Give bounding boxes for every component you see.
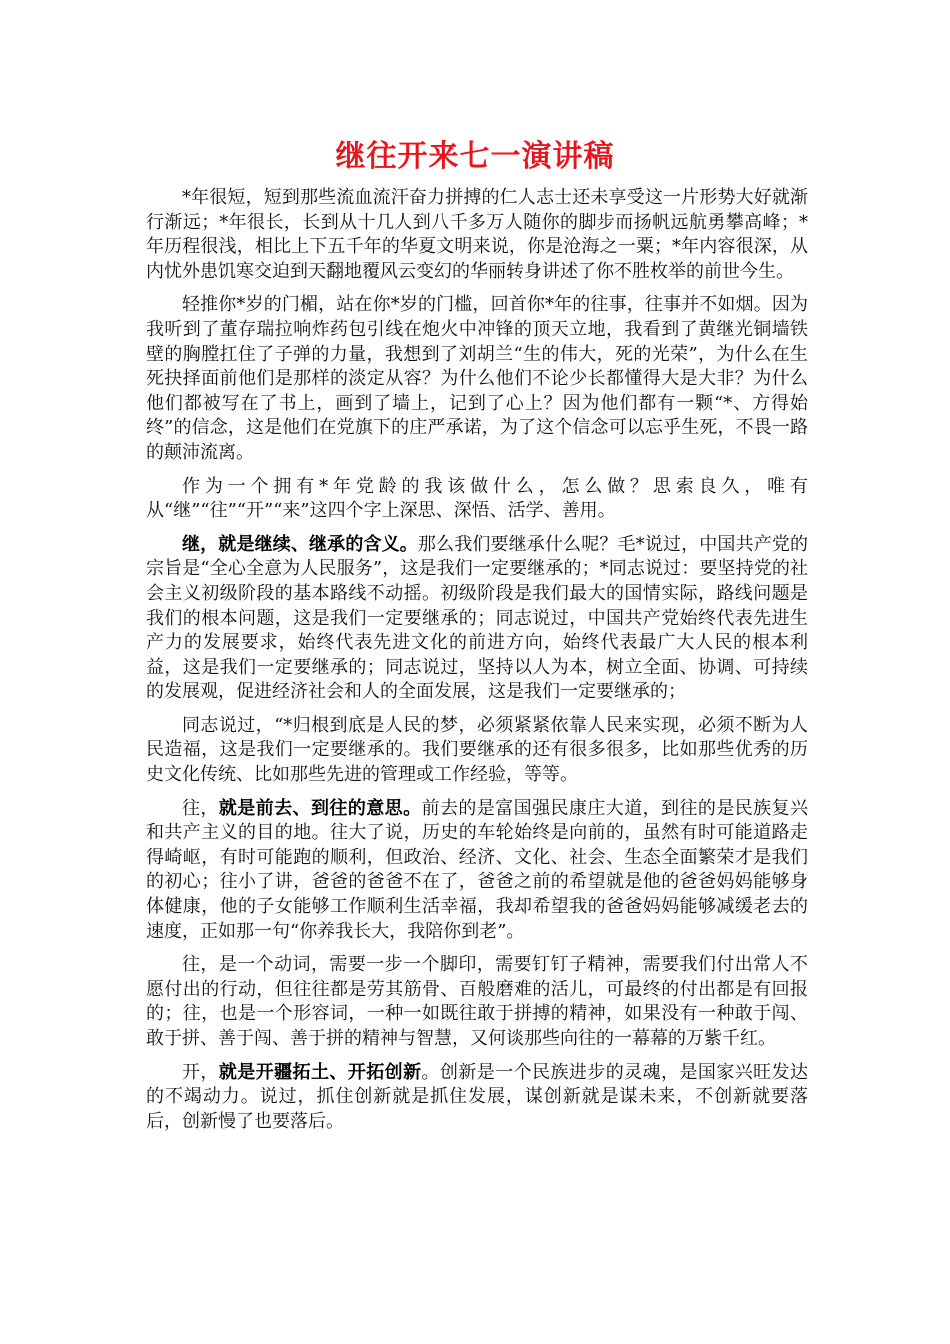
document-title: 继往开来七一演讲稿 [335,139,615,174]
paragraph-2 [146,293,808,465]
paragraph-5 [146,714,808,788]
paragraph-lead-bold: 就是前去、到往的意思。 [218,797,422,819]
document-body [146,186,808,1143]
paragraph-text: 前去的是富国强民康庄大道，到往的是民族复兴和共产主义的目的地。往大了说，历史的车轮始终是向前的，虽然有时可能道路走得崎岖，有时可能跑的顺利，但政治、经济、文化、社会、生态全面繁荣才是我们的初心；往小了讲，爸爸的爸爸不在了，爸爸之前的希望就是他的爸爸妈妈能够身体健康，他的子女能够工作顺利生活幸福，我却希望我的爸爸妈妈能够减缓老去的速度，正如那一句“你养我长大，我陪你到老”。 [146,797,809,942]
paragraph-text: 同志说过，“*归根到底是人民的梦，必须紧紧依靠人民来实现，必须不断为人民造福，这是我们一定要继承的。我们要继承的还有很多很多，比如那些优秀的历史文化传统、比如那些先进的管理或工作经验，等等。 [146,714,808,786]
paragraph-8 [146,1061,808,1135]
paragraph-text: *年很短，短到那些流血流汗奋力拼搏的仁人志士还未享受这一片形势大好就渐行渐远；*年很长，长到从十几人到八千多万人随你的脚步而扬帆远航勇攀高峰；*年历程很浅，相比上下五千年的华夏文明来说，你是沧海之一粟；*年内容很深，从内忧外患饥寒交迫到天翻地覆风云变幻的华丽转身讲述了你不胜枚举的前世今生。 [146,187,808,282]
paragraph-prefix: 往， [182,797,219,819]
paragraph-6 [146,797,808,945]
paragraph-4 [146,533,808,705]
paragraph-text: 作为一个拥有*年党龄的我该做什么，怎么做？思索良久，唯有从“继”“往”“开”“来”这四个字上深思、深悟、活学、善用。 [146,475,808,522]
paragraph-text: 往，是一个动词，需要一步一个脚印，需要钉钉子精神，需要我们付出常人不愿付出的行动，但往往都是劳其筋骨、百般磨难的活儿，可最终的付出都是有回报的；往，也是一个形容词，一种一如既往敢于拼搏的精神，如果没有一种敢于闯、敢于拼、善于闯、善于拼的精神与智慧，又何谈那些向往的一幕幕的万紫千红。 [146,954,808,1049]
paragraph-7 [146,953,808,1051]
paragraph-1 [146,186,808,284]
paragraph-text: 轻推你*岁的门楣，站在你*岁的门槛，回首你*年的往事，往事并不如烟。因为我听到了董存瑞拉响炸药包引线在炮火中冲锋的顶天立地，我看到了黄继光铜墙铁壁的胸膛扛住了子弹的力量，我想到了刘胡兰“生的伟大，死的光荣”，为什么在生死抉择面前他们是那样的淡定从容？为什么他们不论少长都懂得大是大非？为什么他们都被写在了书上，画到了墙上，记到了心上？因为他们都有一颗“*、方得始终”的信念，这是他们在党旗下的庄严承诺，为了这个信念可以忘乎生死，不畏一路的颠沛流离。 [146,294,808,463]
paragraph-lead-bold: 就是开疆拓土、开拓创新 [218,1061,422,1083]
paragraph-lead-bold: 继，就是继续、继承的含义。 [182,533,418,555]
paragraph-prefix: 开， [182,1061,219,1083]
paragraph-3 [146,475,808,524]
paragraph-text: 那么我们要继承什么呢？毛*说过，中国共产党的宗旨是“全心全意为人民服务”，这是我们一定要继承的；*同志说过：要坚持党的社会主义初级阶段的基本路线不动摇。初级阶段是我们最大的国情实际，路线问题是我们的根本问题，这是我们一定要继承的；同志说过，中国共产党始终代表先进生产力的发展要求，始终代表先进文化的前进方向，始终代表最广大人民的根本利益，这是我们一定要继承的；同志说过，坚持以人为本，树立全面、协调、可持续的发展观，促进经济社会和人的全面发展，这是我们一定要继承的； [146,533,809,703]
paragraph-text: 。创新是一个民族进步的灵魂，是国家兴旺发达的不竭动力。说过，抓住创新就是抓住发展，谋创新就是谋未来，不创新就要落后，创新慢了也要落后。 [146,1061,809,1132]
